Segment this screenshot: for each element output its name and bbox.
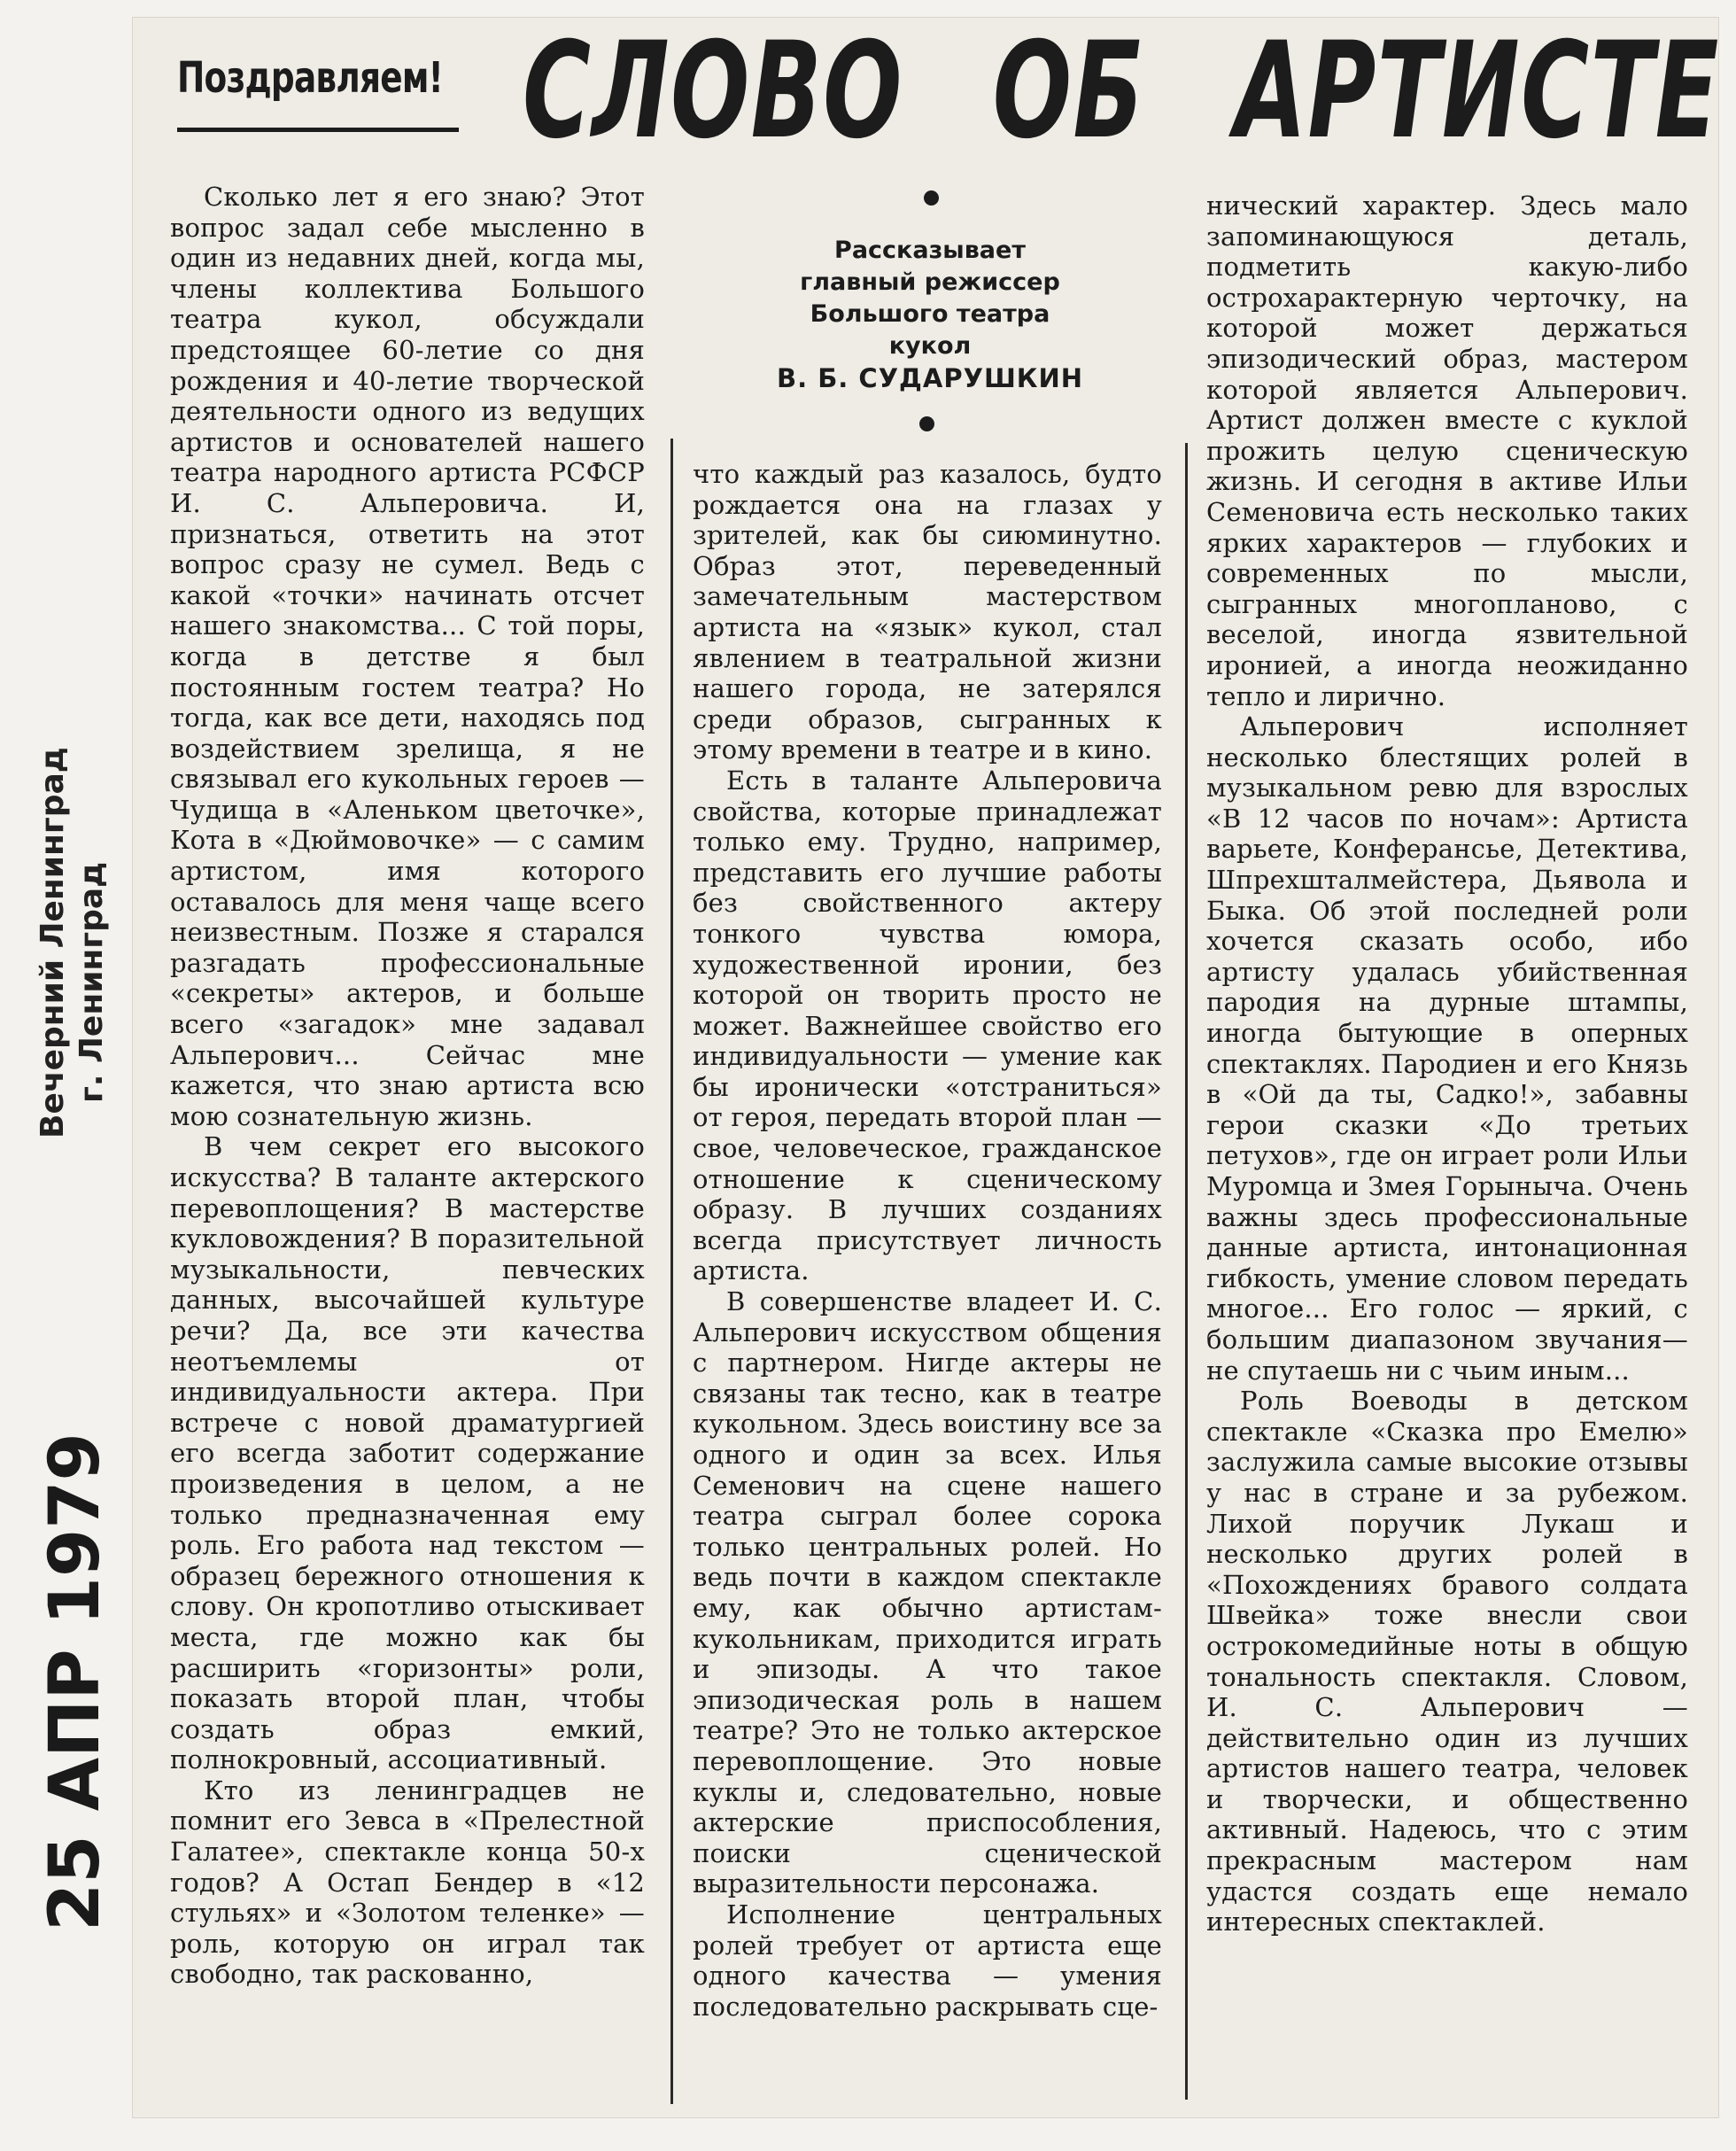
article-column-3 bbox=[1206, 190, 1688, 1937]
paragraph: Роль Воеводы в детском спектакле «Сказка про Емелю» заслужила самые высокие отзывы у нас в стране и за рубежом. Лихой поручик Лукаш и несколько других ролей в «Похождениях бравого солдата Швейка» тоже внесли свои острокомедийные ноты в общую тональность спектакля. Словом, И. С. Альперович — действительно один из лучших артистов нашего театра, человек и творчески, и общественно активный. Надеюсь, что с этим прекрасным мастером нам удастся создать еще немало интересных спектаклей. bbox=[1206, 1386, 1688, 1937]
source-stamp-city: г. Ленинград bbox=[74, 861, 110, 1103]
paragraph: В чем секрет его высокого искусства? В таланте актерского перевоплощения? В мастерстве кукловождения? В поразительной музыкальности, певческих данных, высочайшей культуре речи? Да, все эти качества неотъемлемы от индивидуальности актера. При встрече с новой драматургией его всегда заботит содержание произведения в целом, а не только предназначенная ему роль. Его работа над текстом — образец бережного отношения к слову. Он кропотливо отыскивает места, где можно как бы расширить «горизонты» роли, показать второй план, чтобы создать образ емкий, полнокровный, ассоциативный. bbox=[170, 1131, 645, 1775]
paragraph: Сколько лет я его знаю? Этот вопрос задал себе мысленно в один из недавних дней, когда мы, члены коллектива Большого театра кукол, обсуждали предстоящее 60-летие со дня рождения и 40-летие творческой деятельности одного из ведущих артистов и основателей нашего театра народного артиста РСФСР И. С. Альперовича. И, признаться, ответить на этот вопрос сразу не сумел. Ведь с какой «точки» начинать отсчет нашего знакомства... С той поры, когда в детстве я был постоянным гостем театра? Но тогда, как все дети, находясь под воздействием зрелища, я не связывал его кукольных героев — Чудища в «Аленьком цветочке», Кота в «Дюймовочке» — с самим артистом, имя которого оставалось для меня чаще всего неизвестным. Позже я старался разгадать профессиональные «секреты» актеров, и больше всего «загадок» мне задавал Альперович... Сейчас мне кажется, что знаю артиста всю мою сознательную жизнь. bbox=[170, 182, 645, 1131]
byline-author: В. Б. СУДАРУШКИН bbox=[776, 363, 1084, 393]
column-divider-2 bbox=[1185, 443, 1188, 2100]
byline-line-2: главный режиссер bbox=[800, 268, 1060, 296]
kicker-label: Поздравляем! bbox=[177, 53, 443, 103]
date-stamp: 25 АПР 1979 bbox=[35, 1433, 115, 1931]
article-column-2 bbox=[693, 459, 1162, 2022]
paragraph: Альперович исполняет несколько блестящих ролей в музыкальном ревю для взрослых «В 12 часов по ночам»: Артиста варьете, Конферансье, Детектива, Шпрехшталмейстера, Дьявола и Быка. Об этой последней роли хочется сказать особо, ибо артисту удалась убийственная пародия на дурные штампы, иногда бытующие в оперных спектаклях. Пародиен и его Князь в «Ой да ты, Садко!», забавны герои сказки «До третьих петухов», где он играет роли Ильи Муромца и Змея Горыныча. Очень важны здесь профессиональные данные артиста, интонационная гибкость, умение словом передать многое... Его голос — яркий, с большим диапазоном звучания—не спутаешь ни с чьим иным... bbox=[1206, 711, 1688, 1386]
byline bbox=[744, 235, 1116, 394]
kicker-underline bbox=[177, 128, 459, 132]
paragraph: Исполнение центральных ролей требует от артиста еще одного качества — умения последовательно раскрывать сце- bbox=[693, 1899, 1162, 2022]
byline-line-4: кукол bbox=[888, 332, 972, 360]
byline-bottom-dot bbox=[919, 416, 934, 431]
paragraph: Кто из ленинградцев не помнит его Зевса в «Прелестной Галатее», спектакле конца 50-х годов? А Остап Бендер в «12 стульях» и «Золотом теленке» — роль, которую он играл так свободно, так раскованно, bbox=[170, 1774, 645, 1990]
paragraph: Есть в таланте Альперовича свойства, которые принадлежат только ему. Трудно, например, представить его лучшие работы без свойственного актеру тонкого чувства юмора, художественной иронии, без которой он творить просто не может. Важнейшее свойство его индивидуальности — умение как бы иронически «отстраниться» от героя, передать второй план — свое, человеческое, гражданское отношение к сценическому образу. В лучших созданиях всегда присутствует личность артиста. bbox=[693, 765, 1162, 1286]
paragraph: что каждый раз казалось, будто рождается она на глазах у зрителей, как бы сиюминутно. Образ этот, переведенный замечательным мастерством артиста на «язык» кукол, стал явлением в театральной жизни нашего города, не затерялся среди образов, сыгранных к этому времени в театре и в кино. bbox=[693, 459, 1162, 765]
source-stamp bbox=[34, 642, 112, 1138]
paragraph: В совершенстве владеет И. С. Альперович искусством общения с партнером. Нигде актеры не связаны так тесно, как в театре кукольном. Здесь воистину все за одного и один за всех. Илья Семенович на сцене нашего театра сыграл более сорока только центральных ролей. Но ведь почти в каждом спектакле ему, как обычно артистам-кукольникам, приходится играть и эпизоды. А что такое эпизодическая роль в нашем театре? Это не только актерское перевоплощение. Это новые куклы и, следовательно, новые актерские приспособления, поиски сценической выразительности персонажа. bbox=[693, 1286, 1162, 1899]
byline-top-dot bbox=[924, 190, 939, 206]
article-headline: СЛОВО ОБ АРТИСТЕ bbox=[523, 14, 1720, 168]
column-divider-1 bbox=[670, 439, 673, 2104]
article-column-1 bbox=[170, 182, 645, 1990]
byline-line-3: Большого театра bbox=[810, 300, 1050, 328]
source-stamp-newspaper: Вечерний Ленинград bbox=[35, 747, 71, 1138]
paragraph: нический характер. Здесь мало запоминающуюся деталь, подметить какую-либо острохарактерную черточку, на которой может держаться эпизодический образ, мастером которой является Альперович. Артист должен вместе с куклой прожить целую сценическую жизнь. И сегодня в активе Ильи Семеновича есть несколько таких ярких характеров — глубоких и современных по мысли, сыгранных многопланово, с веселой, иногда язвительной иронией, а иногда неожиданно тепло и лирично. bbox=[1206, 190, 1688, 711]
byline-line-1: Рассказывает bbox=[834, 237, 1026, 264]
